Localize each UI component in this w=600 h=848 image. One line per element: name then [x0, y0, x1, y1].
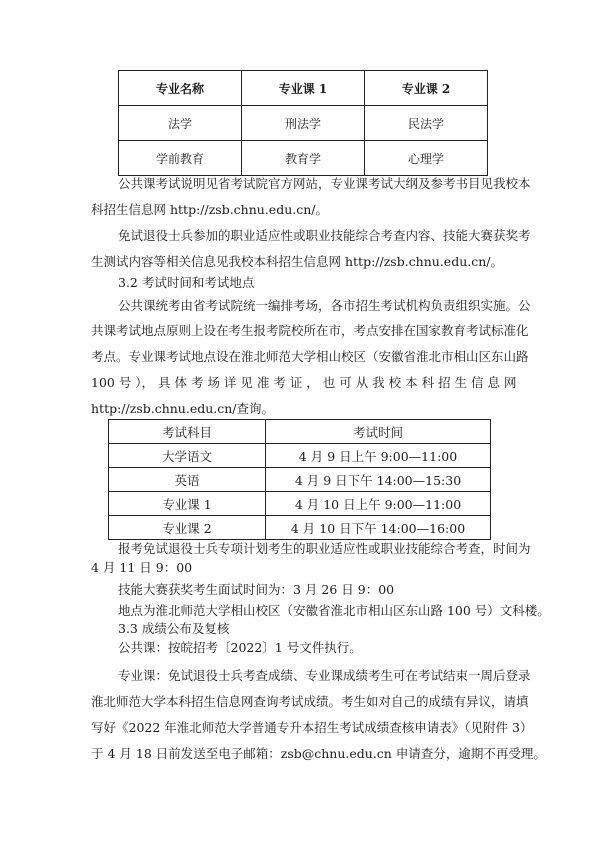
table-cell: 教育学	[242, 141, 365, 176]
paragraph-line: 淮北师范大学本科招生信息网查询考试成绩。考生如对自己的成绩有异议，请填	[91, 694, 529, 709]
section-heading: 3.2 考试时间和考试地点	[118, 275, 255, 290]
table-cell: 专业课 1	[109, 492, 266, 516]
paragraph-line: 100 号 ）， 具 体 考 场 详 见 准 考 证 ， 也 可 从 我 校 本 科 招 生 信 息 网	[91, 375, 517, 390]
header-cell: 专业课 1	[242, 71, 365, 106]
table-header-row	[109, 420, 491, 444]
section-heading: 3.3 成绩公布及复核	[118, 621, 230, 636]
paragraph-line: 生测试内容等相关信息见我校本科招生信息网 http://zsb.chnu.edu.cn/。	[91, 254, 503, 269]
table-row	[119, 106, 488, 141]
table-cell: 4 月 9 日上午 9:00—11:00	[266, 444, 491, 468]
header-cell: 考试科目	[109, 420, 266, 444]
paragraph-line: 公共课考试说明见省考试院官方网站，专业课考试大纲及参考书目见我校本	[118, 176, 531, 191]
major-courses-table	[118, 70, 488, 176]
paragraph-line: 考点。专业课考试地点设在淮北师范大学相山校区（安徽省淮北市相山区东山路	[91, 349, 529, 364]
table-cell: 刑法学	[242, 106, 365, 141]
paragraph-line: 公共课：按皖招考〔2022〕1 号文件执行。	[118, 640, 362, 655]
header-cell: 专业课 2	[365, 71, 488, 106]
paragraph-line: 公共课统考由省考试院统一编排考场，各市招生考试机构负责组织实施。公	[118, 298, 531, 313]
paragraph-line: 地点为淮北师范大学相山校区（安徽省淮北市相山区东山路 100 号）文科楼。	[118, 603, 550, 618]
paragraph-line: 4 月 11 日 9：00	[91, 560, 193, 575]
paragraph-line: 共课考试地点原则上设在考生报考院校所在市，考点安排在国家教育考试标准化	[91, 323, 529, 338]
header-cell: 考试时间	[266, 420, 491, 444]
paragraph-line: 免试退役士兵参加的职业适应性或职业技能综合考查内容、技能大赛获奖考	[118, 228, 531, 243]
table-cell: 大学语文	[109, 444, 266, 468]
table-row	[109, 444, 491, 468]
table-cell: 心理学	[365, 141, 488, 176]
table-row	[109, 468, 491, 492]
paragraph-line: 于 4 月 18 日前发送至电子邮箱：zsb@chnu.edu.cn 申请查分，逾期不再受理。	[91, 746, 546, 761]
table-cell: 英语	[109, 468, 266, 492]
table-row	[109, 492, 491, 516]
paragraph-line: http://zsb.chnu.edu.cn/查询。	[91, 401, 275, 416]
paragraph-line: 报考免试退役士兵专项计划考生的职业适应性或职业技能综合考查，时间为	[118, 541, 531, 556]
paragraph-line: 专业课：免试退役士兵考查成绩、专业课成绩考生可在考试结束一周后登录	[118, 668, 531, 683]
table-row	[119, 141, 488, 176]
paragraph-line: 科招生信息网 http://zsb.chnu.edu.cn/。	[91, 202, 328, 217]
exam-schedule-table	[108, 419, 491, 540]
header-cell: 专业名称	[119, 71, 242, 106]
table-header-row	[119, 71, 488, 106]
table-cell: 民法学	[365, 106, 488, 141]
paragraph-line: 技能大赛获奖考生面试时间为：3 月 26 日 9：00	[118, 582, 395, 597]
table-cell: 4 月 9 日下午 14:00—15:30	[266, 468, 491, 492]
table-cell: 4 月 10 日下午 14:00—16:00	[266, 516, 491, 540]
table-cell: 学前教育	[119, 141, 242, 176]
table-cell: 专业课 2	[109, 516, 266, 540]
table-row	[109, 516, 491, 540]
table-cell: 4 月 10 日上午 9:00—11:00	[266, 492, 491, 516]
table-cell: 法学	[119, 106, 242, 141]
paragraph-line: 写好《2022 年淮北师范大学普通专升本招生考试成绩查核申请表》（见附件 3）	[91, 720, 533, 735]
